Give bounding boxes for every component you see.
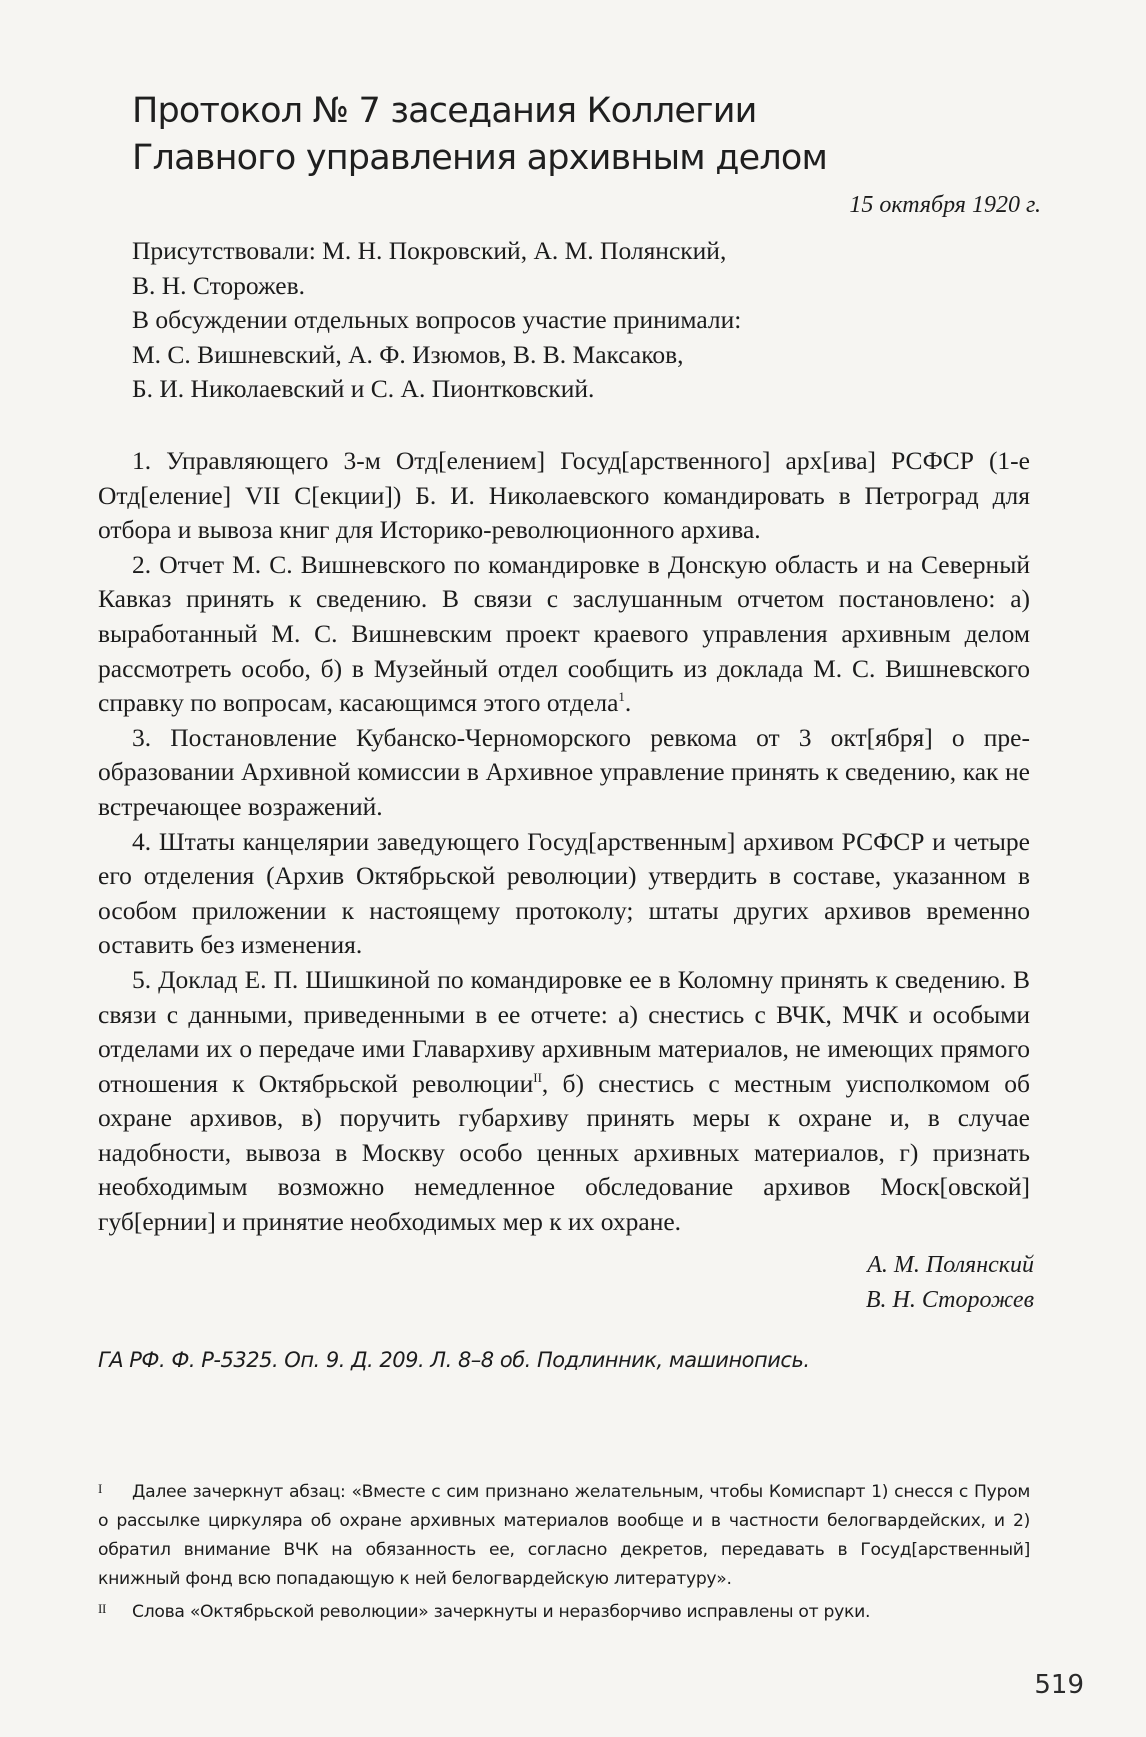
document-date: 15 октября 1920 г.: [849, 192, 1041, 218]
footnote-ref-2[interactable]: II: [533, 1069, 542, 1085]
archival-source: ГА РФ. Ф. Р-5325. Оп. 9. Д. 209. Л. 8–8 об. Подлинник, машинопись.: [98, 1348, 810, 1372]
item-3: 3. Постановление Кубанско-Черноморского ревкома от 3 окт[ября] о преобразовании Архивной комиссии в Архивное управление принять к сведению, как не встречающее возражений.: [98, 722, 1030, 821]
item-5-text-b: , б) снестись с местным уисполкомом об охране архивов, в) поручить губархиву принять меры к охране и, в случае надобности, вывоза в Москву особо ценных архивных материалов, г) признать необходимым возможно немедленное обследование архивов Моск[овской] губ[ернии] и принятие необходимых мер к их охране.: [98, 1068, 1030, 1237]
footnotes: [98, 1474, 1030, 1627]
attendance-line: В. Н. Сторожев.: [132, 270, 306, 300]
footnote-2: [98, 1594, 1030, 1627]
footnote-1: [98, 1474, 1030, 1594]
protocol-items: [98, 444, 1030, 1240]
signature-polyansky: А. М. Полянский: [867, 1252, 1034, 1278]
item-4: 4. Штаты канцелярии заведующего Госуд[арственным] архивом РСФСР и четыре его отделения (Архив Октябрьской революции) утвердить в составе, указанном в особом приложении к настоящему протоколу; штаты других архивов временно оставить без изменения.: [98, 826, 1030, 960]
attendance-block: [132, 234, 1032, 407]
footnote-1-mark: I: [98, 1481, 103, 1496]
item-5: [98, 963, 1030, 1240]
title-line-1: Протокол № 7 заседания Коллегии: [132, 91, 757, 131]
attendance-line: Присутствовали: М. Н. Покровский, А. М. Полянский,: [132, 236, 727, 265]
item-5-text-a: 5. Доклад Е. П. Шишкиной по командировке ее в Коломну принять к сведению. В связи с данными, приведенными в ее отчете: а) снестись с ВЧК, МЧК и особыми отделами их о передаче ими Главархиву архивным материалов, не имеющих прямого отношения к Октябрьской революции: [98, 964, 1030, 1098]
attendance-line: М. С. Вишневский, А. Ф. Изюмов, В. В. Максаков,: [132, 339, 684, 369]
item-2: [98, 548, 1030, 721]
footnote-2-text: Слова «Октябрьской революции» зачеркнуты и неразборчиво исправлены от руки.: [132, 1602, 871, 1622]
page-number: 519: [1034, 1670, 1084, 1700]
attendance-line: Б. И. Николаевский и С. А. Пионтковский.: [132, 374, 595, 404]
item-1: 1. Управляющего 3-м Отд[елением] Госуд[арственного] арх[ива] РСФСР (1-е Отд[еление] VII С[екции]) Б. И. Николаевского командировать в Петроград для отбора и вывоза книг для Историко-революционного архива.: [98, 446, 1030, 545]
footnote-ref-1[interactable]: 1: [618, 689, 625, 705]
footnote-2-mark: II: [98, 1601, 107, 1616]
signature-storozhev: В. Н. Сторожев: [865, 1287, 1034, 1313]
footnote-1-text: Далее зачеркнут абзац: «Вместе с сим признано желательным, чтобы Комиспарт 1) снесся с Пуром о рассылке циркуляра об охране архивных материалов вообще и в частности белогвардейских, и 2) обратил внимание ВЧК на обязанность ее, согласно декретов, передавать в Госуд[арственный] книжный фонд всю попадающую к ней белогвардейскую литературу».: [98, 1482, 1030, 1589]
title-line-2: Главного управления архивным делом: [132, 138, 828, 178]
item-2-text: 2. Отчет М. С. Вишневского по командировке в Донскую область и на Северный Кавказ принять к сведению. В связи с заслушанным отчетом постановлено: а) выработанный М. С. Вишневским проект краевого управления архивным делом рассмотреть особо, б) в Музейный отдел сообщить из доклада М. С. Вишневского справку по вопросам, касающимся этого отдела: [98, 549, 1030, 718]
item-2-end: .: [624, 688, 632, 718]
attendance-line: В обсуждении отдельных вопросов участие принимали:: [132, 305, 742, 335]
page-title: [132, 88, 832, 182]
